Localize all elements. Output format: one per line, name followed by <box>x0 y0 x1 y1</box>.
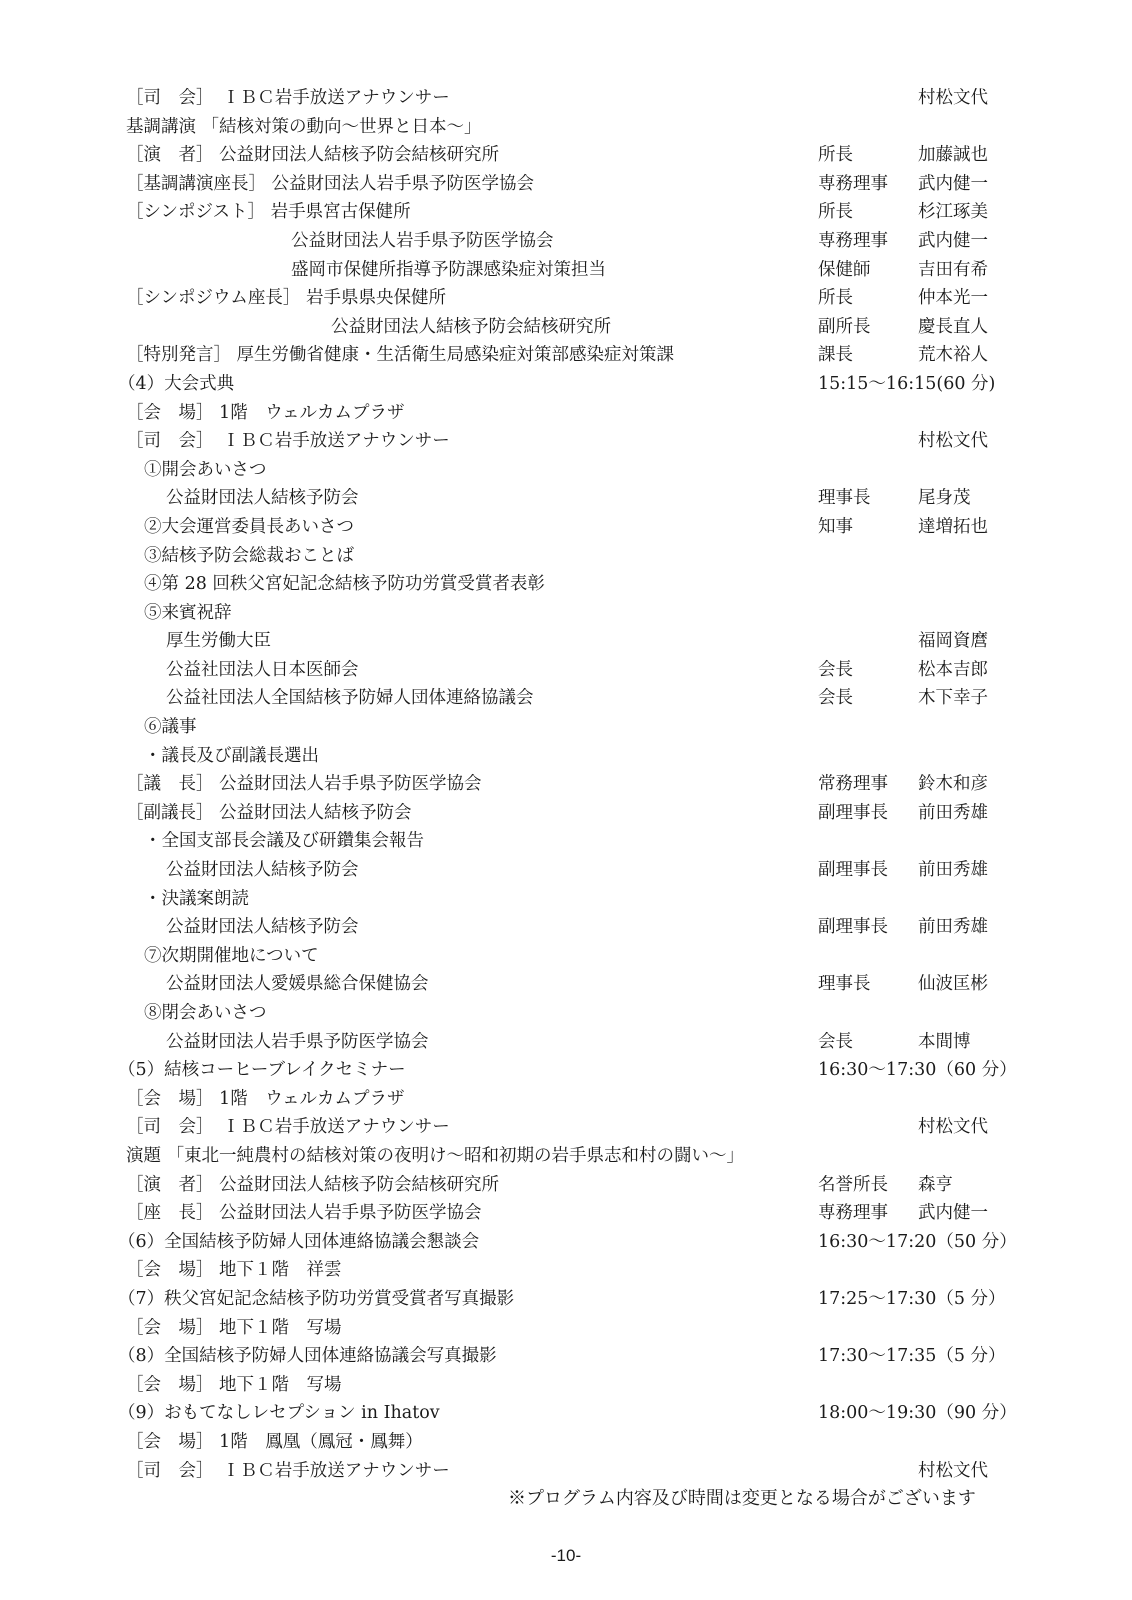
program-line <box>0 198 1132 227</box>
line-text: ・全国支部長会議及び研鑽集会報告 <box>144 831 424 852</box>
line-text: （7）秩父宮妃記念結核予防功労賞受賞者写真撮影 <box>118 1288 515 1309</box>
line-text: 公益財団法人結核予防会 <box>166 917 359 938</box>
line-person-name: 加藤誠也 <box>918 145 988 166</box>
program-line <box>0 1228 1132 1257</box>
line-role-or-time: 理事長 <box>818 974 871 995</box>
program-line <box>0 284 1132 313</box>
line-text: 基調講演 「結核対策の動向～世界と日本～」 <box>126 116 482 137</box>
line-text: ［会 場］ 地下１階 写場 <box>126 1374 342 1395</box>
line-role-or-time: 専務理事 <box>818 1203 888 1224</box>
program-line <box>0 1285 1132 1314</box>
line-person-name: 荒木裕人 <box>918 345 988 366</box>
line-text: （5）結核コーヒーブレイクセミナー <box>118 1060 406 1081</box>
program-line <box>0 656 1132 685</box>
line-person-name: 達増拓也 <box>918 516 988 537</box>
line-role-or-time: 常務理事 <box>818 774 888 795</box>
line-role-or-time: 所長 <box>818 202 853 223</box>
program-line <box>0 799 1132 828</box>
line-person-name: 慶長直人 <box>918 316 988 337</box>
line-role-or-time: 15:15～16:15(60 分) <box>818 373 996 394</box>
line-text: ［会 場］ 地下１階 写場 <box>126 1317 342 1338</box>
program-line <box>0 970 1132 999</box>
line-role-or-time: 会長 <box>818 688 853 709</box>
line-text: 公益財団法人結核予防会 <box>166 860 359 881</box>
program-line <box>0 1171 1132 1200</box>
change-notice: ※プログラム内容及び時間は変更となる場合がございます <box>508 1488 976 1509</box>
program-line <box>0 570 1132 599</box>
line-text: ［シンポジウム座長］ 岩手県県央保健所 <box>126 288 446 309</box>
line-text: ④第 28 回秩父宮妃記念結核予防功労賞受賞者表彰 <box>144 574 545 595</box>
program-line <box>0 627 1132 656</box>
program-line <box>0 113 1132 142</box>
line-role-or-time: 副理事長 <box>818 860 888 881</box>
program-line <box>0 1314 1132 1343</box>
line-text: ［演 者］ 公益財団法人結核予防会結核研究所 <box>126 145 500 166</box>
line-text: ［シンポジスト］ 岩手県宮古保健所 <box>126 202 411 223</box>
line-role-or-time: 16:30～17:30（60 分） <box>818 1060 1017 1081</box>
line-text: ③結核予防会総裁おことば <box>144 545 354 566</box>
line-person-name: 本間博 <box>918 1031 971 1052</box>
line-text: 公益財団法人岩手県予防医学協会 <box>166 1031 429 1052</box>
line-text: （9）おもてなしレセプション in Ihatov <box>118 1403 440 1424</box>
line-text: ①開会あいさつ <box>144 459 267 480</box>
program-line <box>0 1113 1132 1142</box>
program-line <box>0 1028 1132 1057</box>
program-line <box>0 513 1132 542</box>
line-text: （4）大会式典 <box>118 373 235 394</box>
line-text: （8）全国結核予防婦人団体連絡協議会写真撮影 <box>118 1346 497 1367</box>
program-line <box>0 1142 1132 1171</box>
line-text: 演題 「東北一純農村の結核対策の夜明け～昭和初期の岩手県志和村の闘い～」 <box>126 1145 745 1166</box>
line-text: ［演 者］ 公益財団法人結核予防会結核研究所 <box>126 1174 500 1195</box>
line-person-name: 森亨 <box>918 1174 953 1195</box>
line-text: ⑦次期開催地について <box>144 945 319 966</box>
line-text: ［会 場］ 1階 鳳凰（鳳冠・鳳舞） <box>126 1431 423 1452</box>
line-person-name: 前田秀雄 <box>918 917 988 938</box>
line-role-or-time: 会長 <box>818 1031 853 1052</box>
program-line <box>0 227 1132 256</box>
line-person-name: 鈴木和彦 <box>918 774 988 795</box>
program-line <box>0 1399 1132 1428</box>
line-role-or-time: 副所長 <box>818 316 871 337</box>
line-role-or-time: 17:25～17:30（5 分） <box>818 1288 1006 1309</box>
line-text: 公益財団法人岩手県予防医学協会 <box>291 230 554 251</box>
line-role-or-time: 17:30～17:35（5 分） <box>818 1346 1006 1367</box>
line-text: ［会 場］ 1階 ウェルカムプラザ <box>126 402 405 423</box>
line-person-name: 吉田有希 <box>918 259 988 280</box>
program-line <box>0 856 1132 885</box>
program-line <box>0 1371 1132 1400</box>
line-role-or-time: 専務理事 <box>818 173 888 194</box>
program-line <box>0 1457 1132 1486</box>
line-role-or-time: 所長 <box>818 145 853 166</box>
line-text: ［基調講演座長］ 公益財団法人岩手県予防医学協会 <box>126 173 535 194</box>
line-role-or-time: 名誉所長 <box>818 1174 888 1195</box>
line-text: 公益社団法人全国結核予防婦人団体連絡協議会 <box>166 688 534 709</box>
line-person-name: 武内健一 <box>918 1203 988 1224</box>
program-line <box>0 542 1132 571</box>
line-role-or-time: 18:00～19:30（90 分） <box>818 1403 1017 1424</box>
line-person-name: 前田秀雄 <box>918 802 988 823</box>
line-person-name: 仲本光一 <box>918 288 988 309</box>
page-number: -10- <box>550 1546 582 1565</box>
program-line <box>0 1428 1132 1457</box>
line-person-name: 仙波匡彬 <box>918 974 988 995</box>
line-text: ・議長及び副議長選出 <box>144 745 319 766</box>
line-person-name: 村松文代 <box>918 88 988 108</box>
program-line <box>0 313 1132 342</box>
line-person-name: 木下幸子 <box>918 688 988 709</box>
line-role-or-time: 専務理事 <box>818 230 888 251</box>
line-text: ［特別発言］ 厚生労働省健康・生活衛生局感染症対策部感染症対策課 <box>126 345 675 366</box>
line-text: ［会 場］ 地下１階 祥雲 <box>126 1260 342 1281</box>
line-text: ・決議案朗読 <box>144 888 249 909</box>
line-role-or-time: 理事長 <box>818 488 871 509</box>
line-text: ②大会運営委員長あいさつ <box>144 516 354 537</box>
line-role-or-time: 保健師 <box>818 259 871 280</box>
line-text: ⑥議事 <box>144 717 197 738</box>
program-line <box>0 999 1132 1028</box>
program-line <box>0 885 1132 914</box>
line-text: 公益財団法人結核予防会 <box>166 488 359 509</box>
line-role-or-time: 課長 <box>818 345 853 366</box>
line-role-or-time: 16:30～17:20（50 分） <box>818 1231 1017 1252</box>
line-person-name: 村松文代 <box>918 1460 988 1481</box>
program-line <box>0 913 1132 942</box>
program-line <box>0 1256 1132 1285</box>
program-line <box>0 256 1132 285</box>
line-text: ⑤来賓祝辞 <box>144 602 232 623</box>
program-line <box>0 1085 1132 1114</box>
line-text: ［司 会］ ＩＢＣ岩手放送アナウンサー <box>126 88 450 108</box>
program-line <box>0 141 1132 170</box>
line-text: ［座 長］ 公益財団法人岩手県予防医学協会 <box>126 1203 482 1224</box>
program-line <box>0 1056 1132 1085</box>
program-line <box>0 399 1132 428</box>
line-text: 盛岡市保健所指導予防課感染症対策担当 <box>291 259 606 280</box>
line-person-name: 村松文代 <box>918 431 988 452</box>
program-line <box>0 599 1132 628</box>
program-line <box>0 84 1132 113</box>
line-person-name: 前田秀雄 <box>918 860 988 881</box>
line-text: ⑧閉会あいさつ <box>144 1003 267 1023</box>
line-text: ［議 長］ 公益財団法人岩手県予防医学協会 <box>126 774 482 795</box>
program-line <box>0 484 1132 513</box>
line-text: 公益社団法人日本医師会 <box>166 659 359 680</box>
line-person-name: 武内健一 <box>918 173 988 194</box>
line-text: ［司 会］ ＩＢＣ岩手放送アナウンサー <box>126 1117 450 1138</box>
program-line <box>0 341 1132 370</box>
line-role-or-time: 副理事長 <box>818 802 888 823</box>
program-line <box>0 456 1132 485</box>
line-text: ［司 会］ ＩＢＣ岩手放送アナウンサー <box>126 431 450 452</box>
line-role-or-time: 副理事長 <box>818 917 888 938</box>
line-text: 公益財団法人結核予防会結核研究所 <box>331 316 611 337</box>
line-person-name: 尾身茂 <box>918 488 971 509</box>
line-text: ［副議長］ 公益財団法人結核予防会 <box>126 802 412 823</box>
line-person-name: 松本吉郎 <box>918 659 988 680</box>
program-line <box>0 427 1132 456</box>
program-line <box>0 742 1132 771</box>
line-role-or-time: 会長 <box>818 659 853 680</box>
line-text: 公益財団法人愛媛県総合保健協会 <box>166 974 429 995</box>
program-line <box>0 713 1132 742</box>
line-person-name: 武内健一 <box>918 230 988 251</box>
program-line <box>0 170 1132 199</box>
line-person-name: 杉江琢美 <box>918 202 988 223</box>
line-role-or-time: 知事 <box>818 516 853 537</box>
line-text: ［司 会］ ＩＢＣ岩手放送アナウンサー <box>126 1460 450 1481</box>
program-line <box>0 370 1132 399</box>
line-text: ［会 場］ 1階 ウェルカムプラザ <box>126 1088 405 1109</box>
line-person-name: 福岡資麿 <box>918 631 988 652</box>
line-role-or-time: 所長 <box>818 288 853 309</box>
program-schedule <box>0 84 1132 1485</box>
line-text: 厚生労働大臣 <box>166 631 271 652</box>
program-line <box>0 1199 1132 1228</box>
program-line <box>0 1342 1132 1371</box>
program-line <box>0 942 1132 971</box>
program-line <box>0 827 1132 856</box>
line-text: （6）全国結核予防婦人団体連絡協議会懇談会 <box>118 1231 480 1252</box>
program-line <box>0 684 1132 713</box>
line-person-name: 村松文代 <box>918 1117 988 1138</box>
program-line <box>0 770 1132 799</box>
